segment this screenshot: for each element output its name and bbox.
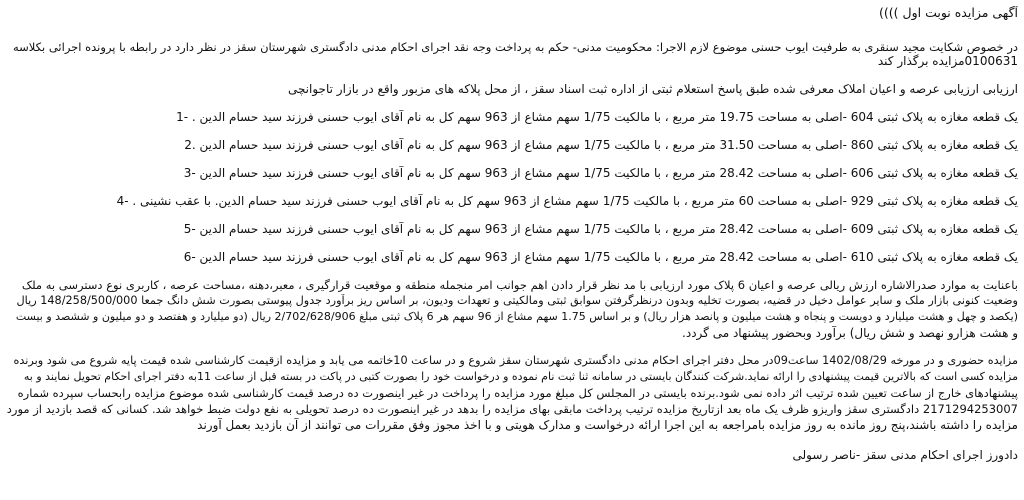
property-item-1: یک قطعه مغازه به پلاک ثبتی 604 -اصلی به مساحت 19.75 متر مربع ، با مالکیت 1/75 سهم مشاع از 963 سهم کل به نام آقای ایوب حسنی فرزند سید حسام الدین . -1 xyxy=(176,110,1018,124)
property-item-6: یک قطعه مغازه به پلاک ثبتی 610 -اصلی به مساحت 28.42 متر مربع ، با مالکیت 1/75 سهم مشاع از 963 سهم کل به نام آقای ایوب حسنی فرزند سید حسام الدین -6 xyxy=(183,250,1018,264)
auction-paragraph-line-2: مزایده کسی است که بالاترین قیمت پیشنهادی را ارائه نماید.شرکت کنندگان بایستی در سامانه ثنا ثبت نام نموده و درخواست خود را بصورت کتبی در پاکت در بسته قبل از ساعت 11به دفتر اجرای احکام تحویل نمایند و به xyxy=(23,370,1018,383)
intro-line-2: 0100631مزایده برگذار کند xyxy=(877,54,1018,68)
property-item-3: یک قطعه مغازه به پلاک ثبتی 606 -اصلی به مساحت 28.42 متر مربع ، با مالکیت 1/75 سهم مشاع از 963 سهم کل به نام آقای ایوب حسنی فرزند سید حسام الدین -3 xyxy=(183,166,1018,180)
valuation-paragraph-line-3: (یکصد و چهل و هشت میلیارد و دویست و پنجاه و هشت میلیون و پانصد هزار ریال) و بر اساس 1.75 سهم مشاع از 96 سهم هر 6 پلاک ثبتی مبلغ 2/702/628/906 ریال (دو میلیارد و هفتصد و دو میلیون و ششصد و بیست xyxy=(15,310,1018,323)
valuation-paragraph-line-4: و هشت هزارو نهصد و شش ریال) برآورد وبحضور پیشنهاد می گردد. xyxy=(682,326,1018,340)
notice-title: آگهی مزایده نوبت اول )))) xyxy=(879,6,1018,20)
valuation-paragraph-line-2: وضعیت کنونی بازار ملک و سایر عوامل دخیل در قضیه، بصورت تخلیه وبدون درنظرگرفتن سوابق ثبتی ومالکیتی و تعهدات ودیون، بر اساس ریز برآورد جدول پیوستی بصورت شش دانگ جمعا 148/258/500/000 ریال xyxy=(16,294,1018,307)
auction-paragraph-line-1: مزایده حضوری و در مورخه 1402/08/29 ساعت09در محل دفتر اجرای احکام مدنی دادگستری شهرستان سقز شروع و در ساعت 10خاتمه می یابد و مزایده ازقیمت کارشناسی شده قیمت پایه شروع می شود وبرنده xyxy=(13,354,1018,367)
property-item-2: یک قطعه مغازه به پلاک ثبتی 860 -اصلی به مساحت 31.50 متر مربع ، با مالکیت 1/75 سهم مشاع از 963 سهم کل به نام آقای ایوب حسنی فرزند سید حسام الدین .2 xyxy=(184,138,1018,152)
valuation-paragraph-line-1: باعنایت به موارد صدرالاشاره ارزش ریالی عرصه و اعیان 6 پلاک مورد ارزیابی با مد نظر قرار دادن اهم جوانب امر منجمله منطقه و موقعیت قرارگیری ، معبر،دهنه ،مساحت عرصه ، کاربری نوع دسترسی به ملک xyxy=(21,278,1018,292)
auction-paragraph-line-3: پیشنهادهای خارج از ساعت تعیین شده ترتیب اثر داده نمی شود.برنده بایستی در المجلس کل مبلغ مورد مزایده را پرداخت در غیر اینصورت ده درصد قیمت کارشناسی شده موضوع مزایده رابحساب سپرده شماره xyxy=(17,386,1018,400)
auction-paragraph-line-4: 2171294253007 دادگستری سقز واریزو ظرف یک ماه بعد ازتاریخ مزایده ترتیب پرداخت مابقی بهای مزایده را بدهد در غیر اینصورت ده درصد تحویلی به نفع دولت ضبط خواهد شد. کسانی که قصد بازدید از مورد xyxy=(6,402,1018,416)
property-item-5: یک قطعه مغازه به پلاک ثبتی 609 -اصلی به مساحت 28.42 متر مربع ، با مالکیت 1/75 سهم مشاع از 963 سهم کل به نام آقای ایوب حسنی فرزند سید حسام الدین -5 xyxy=(183,222,1018,236)
valuation-basis-line: ارزیابی ارزیابی عرصه و اعیان املاک معرفی شده طبق پاسخ استعلام ثبتی از اداره ثبت اسناد سقز ، از محل پلاکه های مزبور واقع در بازار تاجوانچی xyxy=(287,82,1018,96)
auction-notice-document xyxy=(6,2,1018,498)
auction-paragraph-line-5: مزایده را داشته باشند،پنج روز مانده به روز مزایده بامراجعه به این اجرا ارائه درخواست و مدارک هویتی و با اخذ مجوز وفق مقررات می توانند از آن بازدید بعمل آورند xyxy=(197,418,1018,432)
property-item-4: یک قطعه مغازه به پلاک ثبتی 929 -اصلی به مساحت 60 متر مربع ، با مالکیت 1/75 سهم مشاع از 963 سهم کل به نام آقای ایوب حسنی فرزند سید حسام الدین. با عقب نشینی . -4 xyxy=(116,194,1018,208)
intro-line-1: در خصوص شکایت مجید سنقری به طرفیت ایوب حسنی موضوع لازم الاجرا: محکومیت مدنی- حکم به پرداخت وجه نقد اجرای احکام مدنی دادگستری شهرستان سقز در نظر دارد در رابطه با پرونده اجرائی بکلاسه xyxy=(12,40,1018,54)
signature-line: دادورز اجرای احکام مدنی سقز -ناصر رسولی xyxy=(792,448,1018,462)
